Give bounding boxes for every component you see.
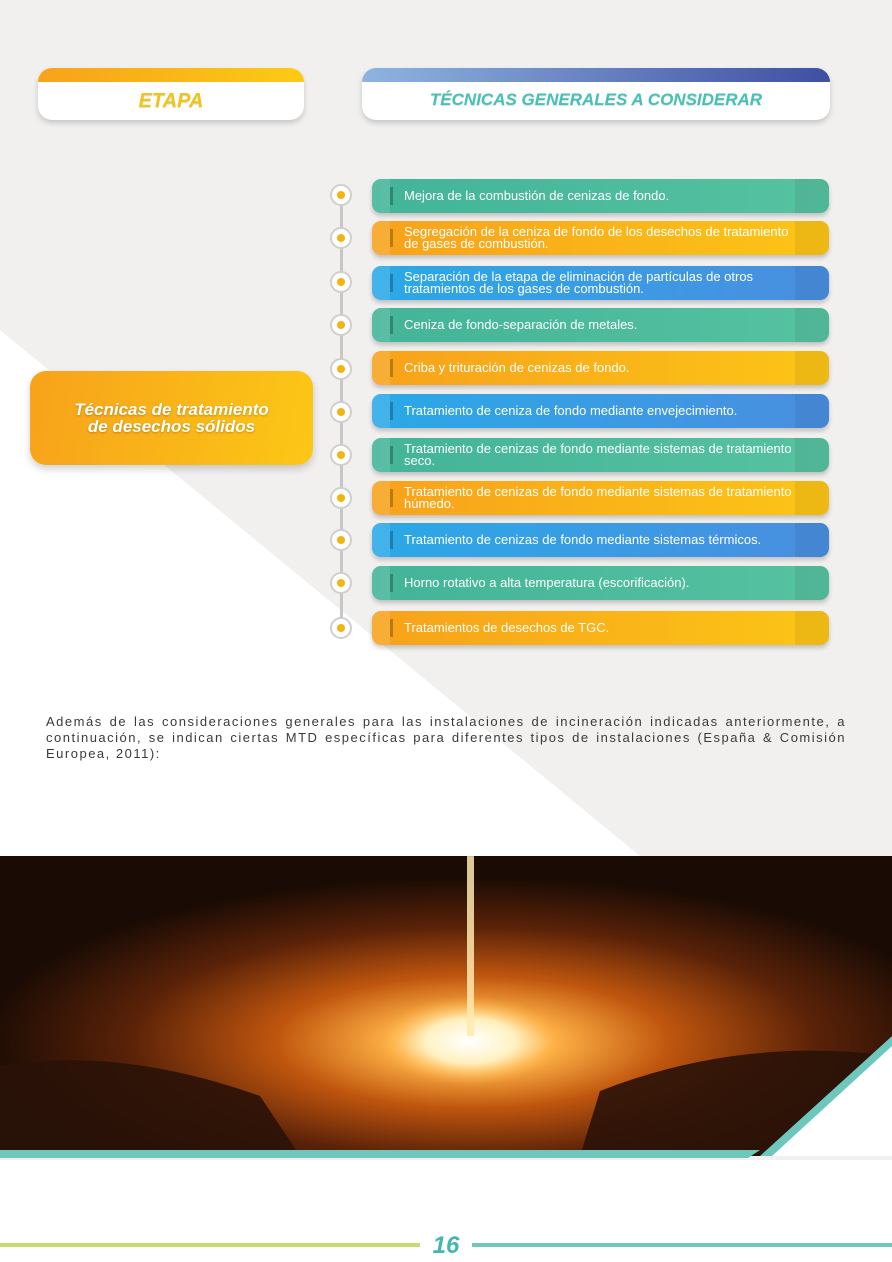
timeline-node bbox=[330, 227, 352, 249]
etapa-header bbox=[38, 68, 304, 120]
technique-item bbox=[372, 394, 829, 428]
technique-text: Separación de la etapa de eliminación de partículas de otros tratamientos de los gases de combustión. bbox=[404, 269, 754, 296]
technique-item bbox=[372, 523, 829, 557]
technique-item bbox=[372, 566, 829, 600]
technique-text: Tratamiento de cenizas de fondo mediante sistemas de tratamiento seco. bbox=[404, 441, 792, 468]
tecnicas-header-label: TÉCNICAS GENERALES A CONSIDERAR bbox=[429, 90, 763, 109]
timeline-node bbox=[330, 358, 352, 380]
stage-label-line2: de desechos sólidos bbox=[87, 417, 256, 436]
page-number: 16 bbox=[432, 1232, 460, 1259]
technique-text: Tratamientos de desechos de TGC. bbox=[404, 620, 610, 635]
technique-item bbox=[372, 481, 829, 515]
photo-illustration bbox=[0, 856, 892, 1156]
technique-item bbox=[372, 266, 829, 300]
technique-text: Criba y trituración de cenizas de fondo. bbox=[404, 360, 630, 375]
timeline-node bbox=[330, 444, 352, 466]
technique-item bbox=[372, 179, 829, 213]
timeline-node bbox=[330, 184, 352, 206]
technique-text: Segregación de la ceniza de fondo de los desechos de tratamiento de gases de combustión. bbox=[404, 224, 789, 251]
technique-text: Tratamiento de ceniza de fondo mediante envejecimiento. bbox=[404, 403, 738, 418]
timeline-node bbox=[330, 617, 352, 639]
timeline-node bbox=[330, 401, 352, 423]
tecnicas-header bbox=[362, 68, 830, 120]
technique-item bbox=[372, 351, 829, 385]
technique-text: Mejora de la combustión de cenizas de fondo. bbox=[404, 188, 670, 203]
technique-text: Ceniza de fondo-separación de metales. bbox=[404, 317, 638, 332]
etapa-header-label: ETAPA bbox=[138, 90, 204, 112]
technique-item bbox=[372, 611, 829, 645]
timeline-node bbox=[330, 529, 352, 551]
timeline-node bbox=[330, 572, 352, 594]
technique-text: Tratamiento de cenizas de fondo mediante sistemas de tratamiento húmedo. bbox=[404, 484, 792, 511]
tecnicas-header-bar bbox=[362, 68, 830, 82]
footer-line-right bbox=[472, 1243, 892, 1247]
technique-item bbox=[372, 221, 829, 255]
timeline-node bbox=[330, 487, 352, 509]
molten-metal-photo bbox=[0, 856, 892, 1156]
timeline-node bbox=[330, 314, 352, 336]
etapa-header-bar bbox=[38, 68, 304, 82]
technique-item bbox=[372, 308, 829, 342]
footer-line-left bbox=[0, 1243, 420, 1247]
stage-box bbox=[30, 371, 313, 465]
technique-text: Horno rotativo a alta temperatura (escorificación). bbox=[404, 575, 690, 590]
stage-label-line1: Técnicas de tratamiento bbox=[74, 400, 269, 419]
technique-item bbox=[372, 438, 829, 472]
technique-text: Tratamiento de cenizas de fondo mediante sistemas térmicos. bbox=[404, 532, 762, 547]
stage-label bbox=[52, 401, 292, 435]
teal-stripe bbox=[0, 1150, 892, 1166]
timeline-node bbox=[330, 271, 352, 293]
intro-paragraph: Además de las consideraciones generales para las instalaciones de incineración indicadas anteriormente, a continuación, se indican ciertas MTD específicas para diferentes tipos de instalaciones (España & Comisión Europea, 2011): bbox=[46, 714, 846, 761]
